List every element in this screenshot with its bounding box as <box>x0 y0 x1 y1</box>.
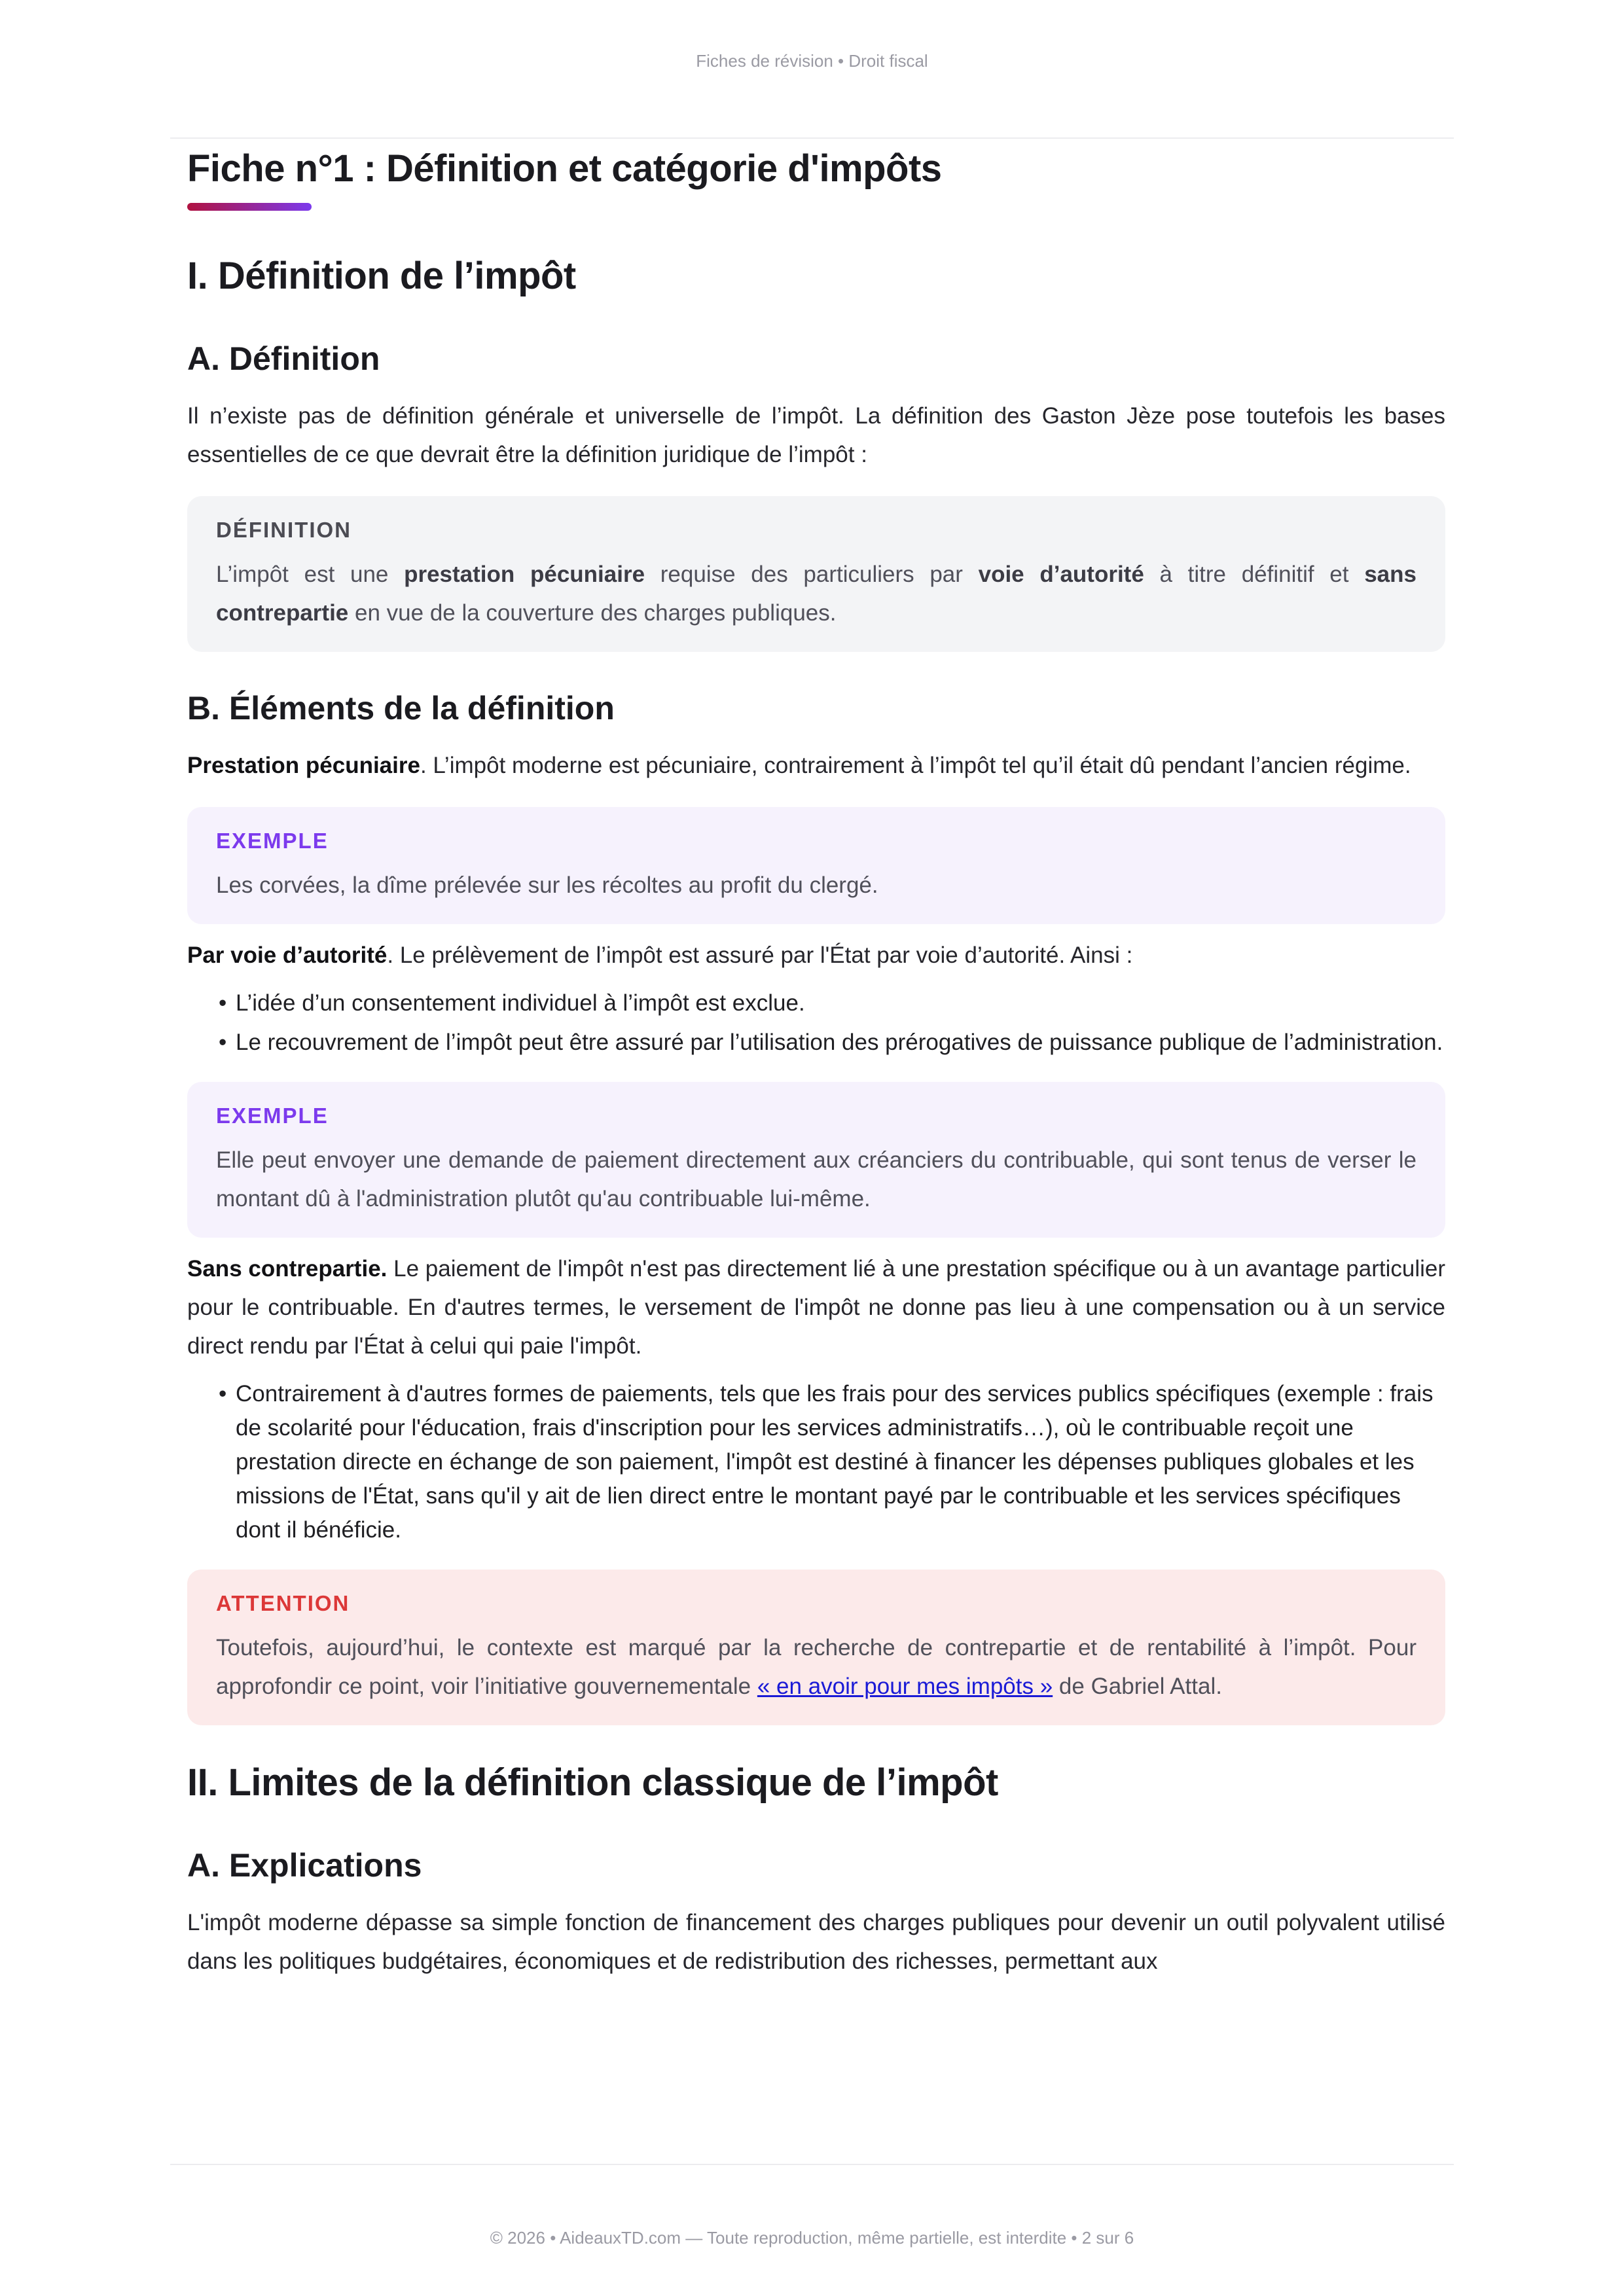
explanations-paragraph: L'impôt moderne dépasse sa simple fonction de financement des charges publiques pour devenir un outil polyvalent utilisé dans les politiques budgétaires, économiques et de redistribution des richesses, permettant aux <box>187 1910 1445 1974</box>
section-1-heading: I. Définition de l’impôt <box>187 255 576 297</box>
subsection-1b-heading: B. Éléments de la définition <box>187 690 615 726</box>
running-header: Fiches de révision • Droit fiscal <box>696 51 928 71</box>
definition-callout <box>187 496 1445 652</box>
no-counterpart-bullet-list <box>187 1377 1445 1547</box>
definition-text: L’impôt est une prestation pécuniaire requise des particuliers par voie d’autorité à titre définitif et sans contrepartie en vue de la couverture des charges publiques. <box>216 562 1416 626</box>
list-item: • L’idée d’un consentement individuel à l’impôt est exclue. <box>219 986 1445 1020</box>
government-initiative-link[interactable]: « en avoir pour mes impôts » <box>757 1674 1053 1699</box>
authority-bullet-list <box>187 986 1445 1060</box>
authority-paragraph: Par voie d’autorité. Le prélèvement de l’impôt est assuré par l'État par voie d’autorité. Ainsi : <box>187 942 1133 968</box>
intro-paragraph: Il n’existe pas de définition générale et universelle de l’impôt. La définition des Gaston Jèze pose toutefois les bases essentielles de ce que devrait être la définition juridique de l’impôt : <box>187 403 1445 467</box>
page-footer: © 2026 • AideauxTD.com — Toute reproduction, même partielle, est interdite • 2 sur 6 <box>490 2228 1134 2248</box>
example-callout-1 <box>187 807 1445 924</box>
attention-label: ATTENTION <box>216 1591 350 1615</box>
sheet-title: Fiche n°1 : Définition et catégorie d'impôts <box>187 147 942 190</box>
subsection-2a-heading: A. Explications <box>187 1847 422 1884</box>
list-item: • Contrairement à d'autres formes de paiements, tels que les frais pour des services publics spécifiques (exemple : frais de scolarité pour l'éducation, frais d'inscription pour les services administratifs…), où le contribuable reçoit une prestation directe en échange de son paiement, l'impôt est destiné à financer les dépenses publiques globales et les missions de l'État, sans qu'il y ait de lien direct entre le montant payé par le contribuable et les services spécifiques dont il bénéficie. <box>219 1377 1445 1547</box>
attention-text: Toutefois, aujourd’hui, le contexte est marqué par la recherche de contrepartie et de rentabilité à l’impôt. Pour approfondir ce point, voir l’initiative gouvernementale « en avoir pour mes impôts » de Gabriel Attal. <box>216 1635 1416 1699</box>
section-2-heading: II. Limites de la définition classique de l’impôt <box>187 1761 998 1804</box>
subsection-1a-heading: A. Définition <box>187 340 380 377</box>
example-callout-2 <box>187 1082 1445 1238</box>
list-item: • Le recouvrement de l’impôt peut être assuré par l’utilisation des prérogatives de puissance publique de l’administration. <box>219 1026 1445 1060</box>
example-text: Elle peut envoyer une demande de paiement directement aux créanciers du contribuable, qui sont tenus de verser le montant dû à l'administration plutôt qu'au contribuable lui-même. <box>216 1147 1416 1211</box>
no-counterpart-paragraph: Sans contrepartie. Le paiement de l'impôt n'est pas directement lié à une prestation spécifique ou à un avantage particulier pour le contribuable. En d'autres termes, le versement de l'impôt ne donne pas lieu à une compensation ou à un service direct rendu par l'État à celui qui paie l'impôt. <box>187 1256 1445 1359</box>
definition-label: DÉFINITION <box>216 518 352 542</box>
example-label: EXEMPLE <box>216 1103 329 1128</box>
example-text: Les corvées, la dîme prélevée sur les récoltes au profit du clergé. <box>216 872 878 898</box>
bottom-divider <box>170 2164 1454 2165</box>
example-label: EXEMPLE <box>216 829 329 853</box>
pecuniary-paragraph: Prestation pécuniaire. L’impôt moderne est pécuniaire, contrairement à l’impôt tel qu’il était dû pendant l’ancien régime. <box>187 753 1411 778</box>
attention-callout <box>187 1570 1445 1725</box>
title-accent-bar <box>187 203 312 211</box>
page-content <box>187 139 1445 1981</box>
